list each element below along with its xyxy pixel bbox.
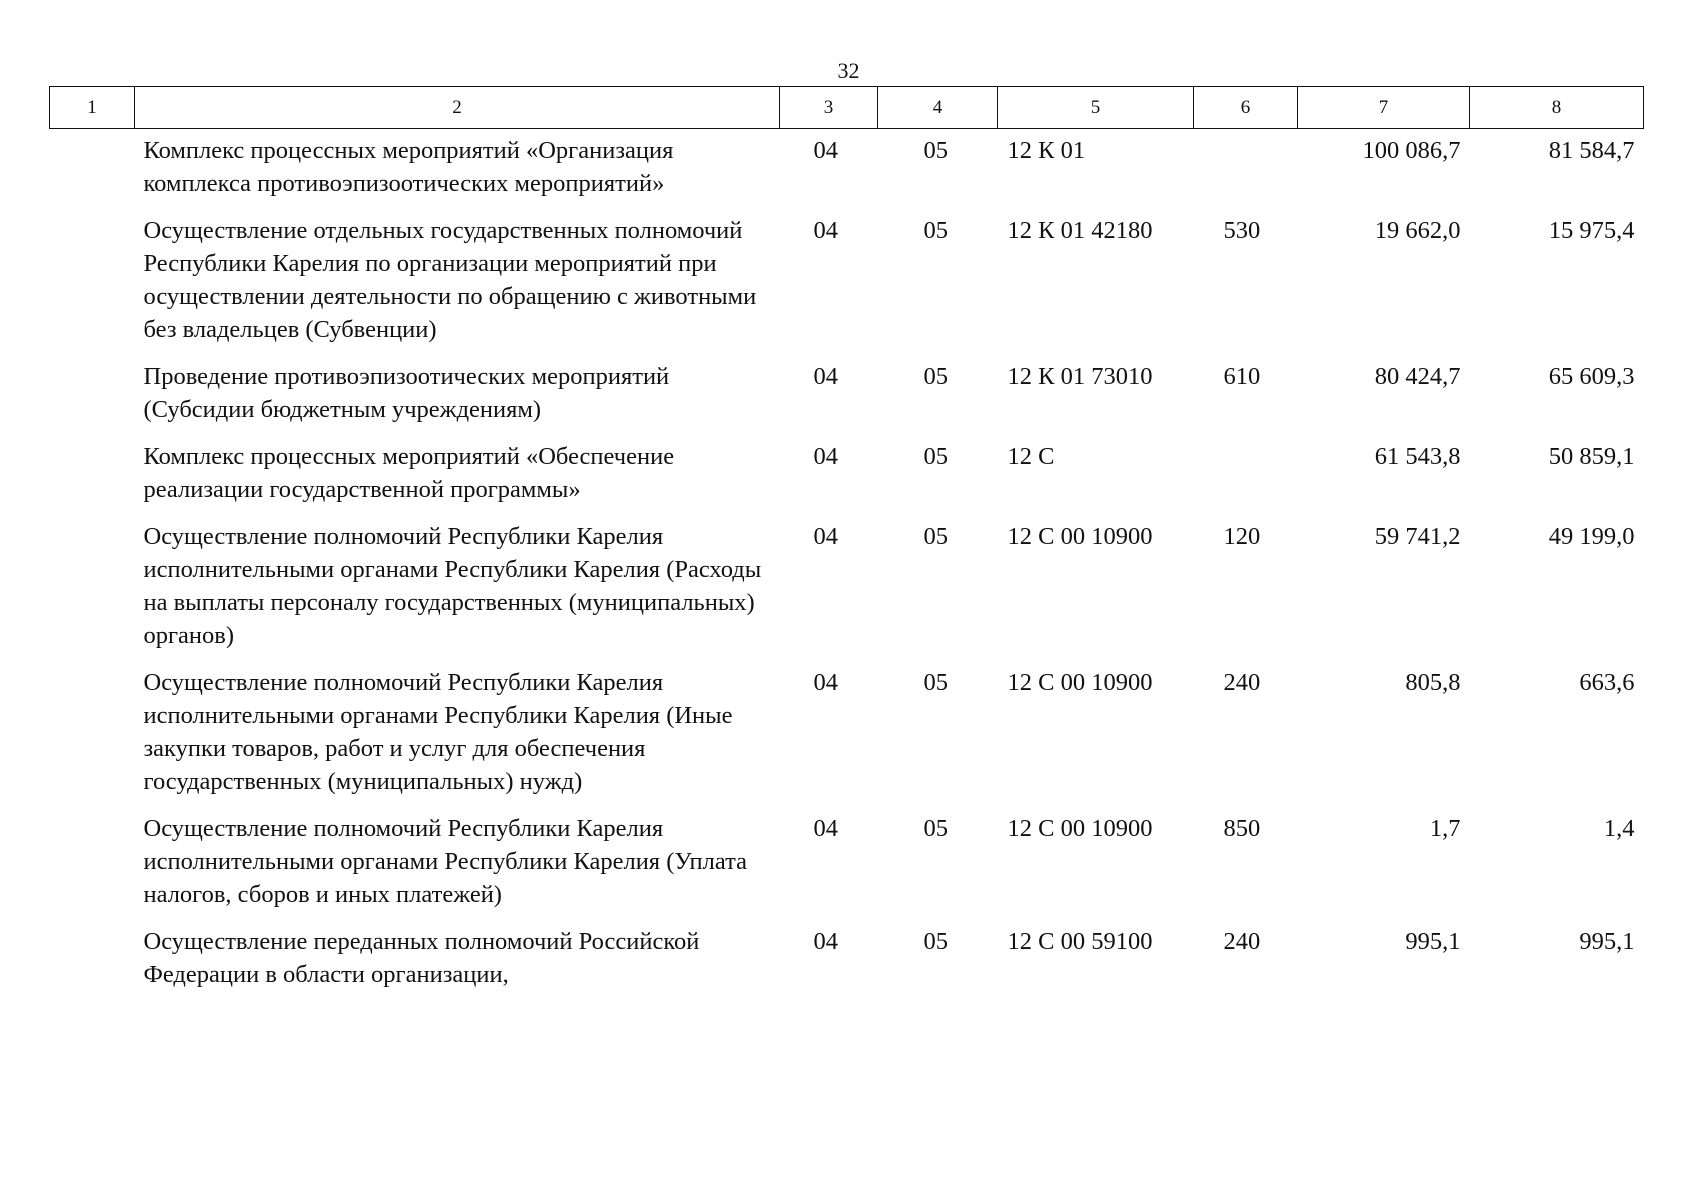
amount-column-7: 995,1 xyxy=(1405,928,1461,955)
subsection-code: 05 xyxy=(923,928,948,955)
column-header-8: 8 xyxy=(1470,87,1644,129)
amount-column-8: 663,6 xyxy=(1579,669,1635,696)
column-header-6: 6 xyxy=(1194,87,1298,129)
row-number-cell xyxy=(50,435,135,515)
expense-name: Комплекс процессных мероприятий «Обеспечение реализации государственной программы» xyxy=(143,443,675,503)
section-code: 04 xyxy=(813,363,838,390)
target-item-code: 12 К 01 xyxy=(1007,137,1086,164)
budget-table xyxy=(49,86,1644,1000)
subsection-code: 05 xyxy=(923,217,948,244)
table-row xyxy=(50,355,1644,435)
table-row xyxy=(50,920,1644,1000)
target-item-code: 12 С xyxy=(1007,443,1055,470)
section-code: 04 xyxy=(813,669,838,696)
section-code: 04 xyxy=(813,137,838,164)
table-row xyxy=(50,807,1644,920)
row-number-cell xyxy=(50,209,135,355)
section-code: 04 xyxy=(813,443,838,470)
amount-column-8: 81 584,7 xyxy=(1548,137,1635,164)
row-number-cell xyxy=(50,355,135,435)
target-item-code: 12 С 00 10900 xyxy=(1007,815,1153,842)
row-number-cell xyxy=(50,515,135,661)
amount-column-8: 65 609,3 xyxy=(1548,363,1635,390)
row-number-cell xyxy=(50,920,135,1000)
subsection-code: 05 xyxy=(923,815,948,842)
expense-name: Осуществление полномочий Республики Карелия исполнительными органами Республики Карелия (Иные закупки товаров, работ и услуг для обеспечения государственных (муниципальных) нужд) xyxy=(143,669,733,795)
expense-name: Проведение противоэпизоотических мероприятий (Субсидии бюджетным учреждениям) xyxy=(143,363,670,423)
table-body xyxy=(50,129,1644,1001)
target-item-code: 12 С 00 10900 xyxy=(1007,523,1153,550)
row-number-cell xyxy=(50,129,135,210)
amount-column-8: 995,1 xyxy=(1579,928,1635,955)
subsection-code: 05 xyxy=(923,523,948,550)
section-code: 04 xyxy=(813,523,838,550)
section-code: 04 xyxy=(813,815,838,842)
expense-type-code: 610 xyxy=(1223,363,1261,390)
subsection-code: 05 xyxy=(923,137,948,164)
column-header-1: 1 xyxy=(50,87,135,129)
row-number-cell xyxy=(50,807,135,920)
table-row xyxy=(50,515,1644,661)
amount-column-7: 19 662,0 xyxy=(1374,217,1461,244)
amount-column-7: 61 543,8 xyxy=(1374,443,1461,470)
expense-name: Комплекс процессных мероприятий «Организация комплекса противоэпизоотических мероприятий» xyxy=(143,137,674,197)
table-row xyxy=(50,661,1644,807)
column-header-4: 4 xyxy=(878,87,998,129)
header-row xyxy=(50,87,1644,129)
section-code: 04 xyxy=(813,928,838,955)
amount-column-8: 50 859,1 xyxy=(1548,443,1635,470)
amount-column-8: 1,4 xyxy=(1603,815,1635,842)
expense-type-code: 240 xyxy=(1223,928,1261,955)
column-header-3: 3 xyxy=(780,87,878,129)
target-item-code: 12 К 01 42180 xyxy=(1007,217,1153,244)
subsection-code: 05 xyxy=(923,669,948,696)
expense-type-code: 530 xyxy=(1223,217,1261,244)
row-number-cell xyxy=(50,661,135,807)
target-item-code: 12 К 01 73010 xyxy=(1007,363,1153,390)
amount-column-7: 805,8 xyxy=(1405,669,1461,696)
column-header-2: 2 xyxy=(135,87,780,129)
amount-column-7: 80 424,7 xyxy=(1374,363,1461,390)
amount-column-7: 1,7 xyxy=(1429,815,1461,842)
table-row xyxy=(50,129,1644,210)
expense-type-code: 120 xyxy=(1223,523,1261,550)
expense-name: Осуществление отдельных государственных полномочий Республики Карелия по организации мероприятий при осуществлении деятельности по обращению с животными без владельцев (Субвенции) xyxy=(143,217,757,343)
page-number: 32 xyxy=(837,58,860,83)
expense-name: Осуществление полномочий Республики Карелия исполнительными органами Республики Карелия (Уплата налогов, сборов и иных платежей) xyxy=(143,815,748,908)
amount-column-8: 15 975,4 xyxy=(1548,217,1635,244)
amount-column-8: 49 199,0 xyxy=(1548,523,1635,550)
expense-type-code xyxy=(1194,129,1298,210)
expense-name: Осуществление переданных полномочий Российской Федерации в области организации, xyxy=(143,928,700,988)
expense-type-code xyxy=(1194,435,1298,515)
expense-type-code: 850 xyxy=(1223,815,1261,842)
column-header-7: 7 xyxy=(1298,87,1470,129)
column-header-5: 5 xyxy=(998,87,1194,129)
target-item-code: 12 С 00 10900 xyxy=(1007,669,1153,696)
table-row xyxy=(50,209,1644,355)
target-item-code: 12 С 00 59100 xyxy=(1007,928,1153,955)
amount-column-7: 100 086,7 xyxy=(1362,137,1461,164)
subsection-code: 05 xyxy=(923,363,948,390)
section-code: 04 xyxy=(813,217,838,244)
amount-column-7: 59 741,2 xyxy=(1374,523,1461,550)
subsection-code: 05 xyxy=(923,443,948,470)
expense-name: Осуществление полномочий Республики Карелия исполнительными органами Республики Карелия (Расходы на выплаты персоналу государственных (муниципальных) органов) xyxy=(143,523,762,649)
expense-type-code: 240 xyxy=(1223,669,1261,696)
table-row xyxy=(50,435,1644,515)
table-header xyxy=(50,87,1644,129)
